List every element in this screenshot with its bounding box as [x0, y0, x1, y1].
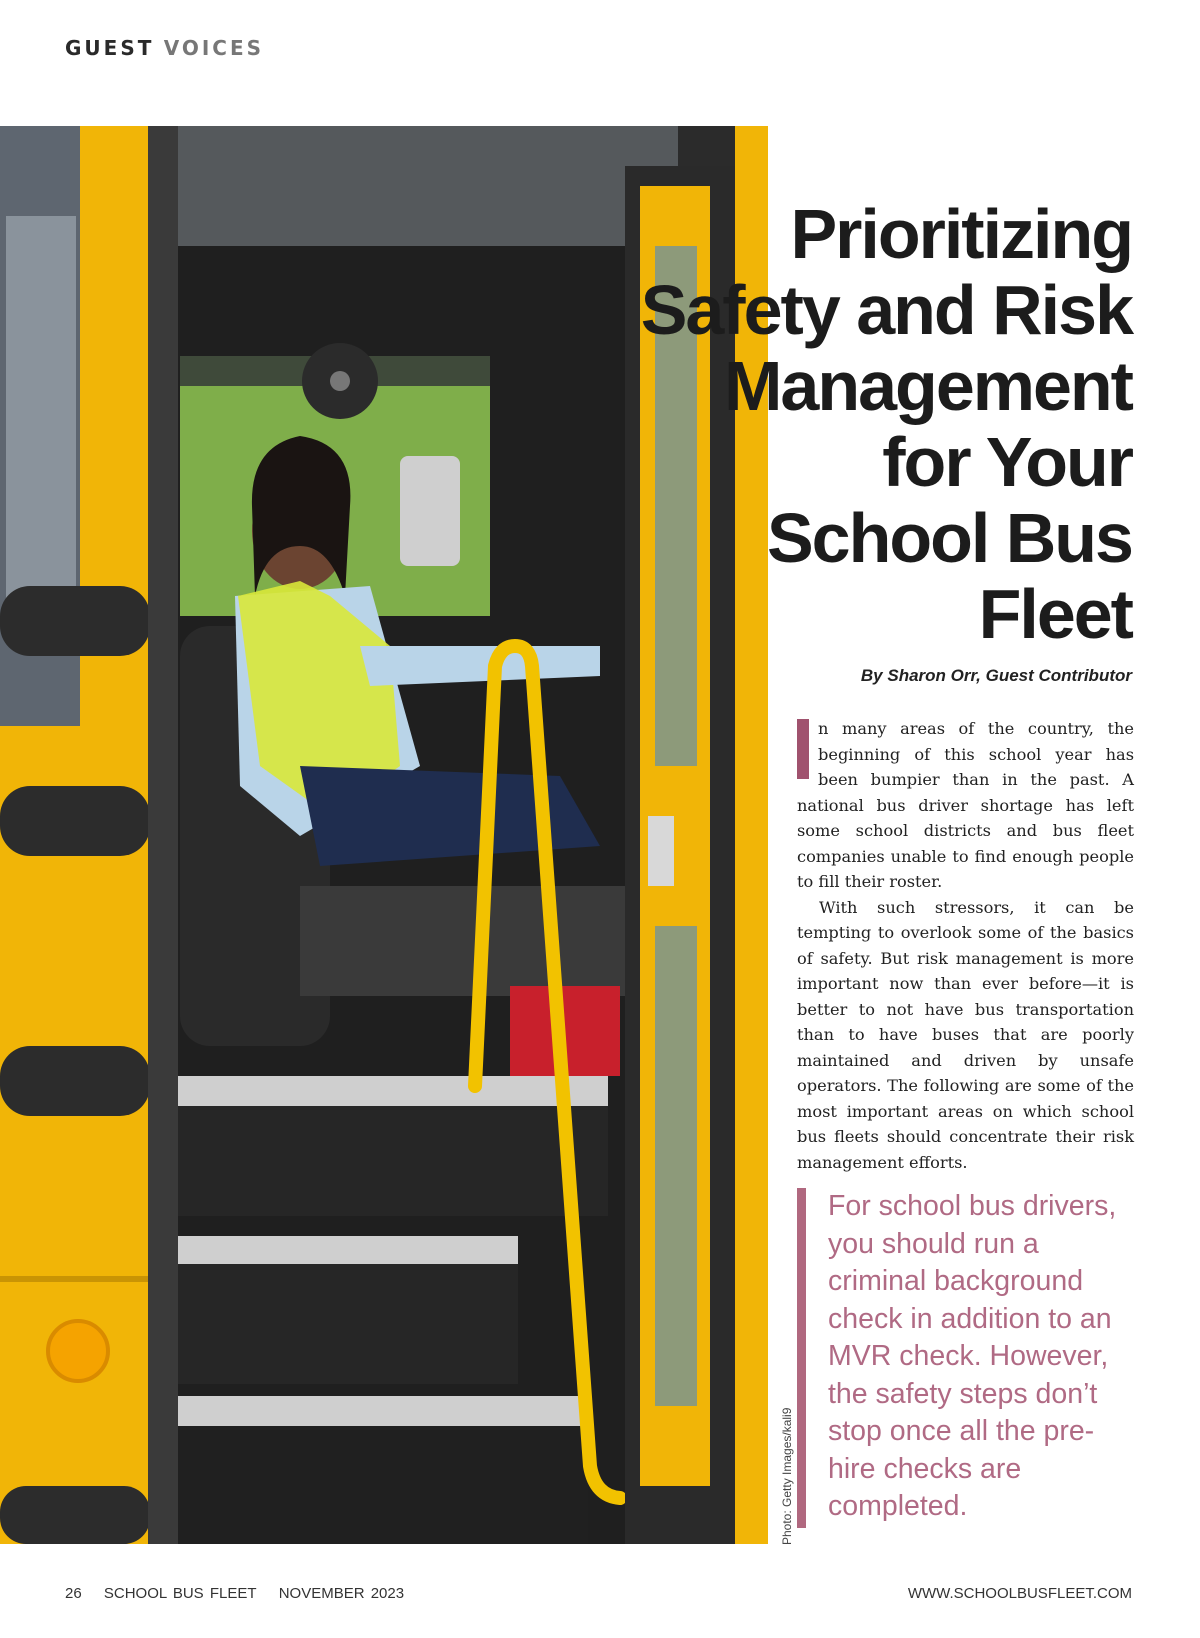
- title-line: for Your: [882, 423, 1132, 501]
- website-link[interactable]: WWW.SCHOOLBUSFLEET.COM: [907, 1585, 1132, 1602]
- paragraph-1: [797, 716, 1134, 895]
- section-label-primary: GUEST: [65, 36, 155, 60]
- photo-credit: Photo: Getty Images/kali9: [780, 1407, 794, 1545]
- title-line: Prioritizing: [790, 195, 1132, 273]
- title-line: Management: [724, 347, 1132, 425]
- title-line: School Bus: [766, 499, 1132, 577]
- title-line: Fleet: [978, 575, 1132, 653]
- article-title: [572, 196, 1132, 652]
- paragraph-2: With such stressors, it can be tempting to overlook some of the basics of safety. But risk management is more important now than ever before—it is better to not have bus transportation than to have buses that are poorly maintained and driven by unsafe operators. The following are some of the most important areas on which school bus fleets should concentrate their risk management efforts.: [797, 897, 1134, 1172]
- pull-quote: For school bus drivers, you should run a criminal background check in addition to an MVR check. However, the safety steps don’t stop once all the pre-hire checks are completed.: [797, 1188, 1137, 1528]
- footer-left: [65, 1585, 420, 1602]
- drop-cap: I: [797, 719, 809, 779]
- page-number: 26: [65, 1585, 82, 1602]
- section-label-secondary: VOICES: [163, 36, 265, 60]
- byline: By Sharon Orr, Guest Contributor: [860, 666, 1132, 685]
- issue-date: NOVEMBER 2023: [278, 1585, 405, 1602]
- paragraph-1-text: n many areas of the country, the beginning of this school year has been bumpier than in the past. A national bus driver shortage has left some school districts and bus fleet companies unable to find enough people to fill their roster.: [797, 719, 1134, 891]
- title-line: Safety and Risk: [640, 271, 1132, 349]
- article-body: [797, 716, 1134, 1175]
- publication-name: SCHOOL BUS FLEET: [103, 1585, 257, 1602]
- section-label: [65, 36, 264, 60]
